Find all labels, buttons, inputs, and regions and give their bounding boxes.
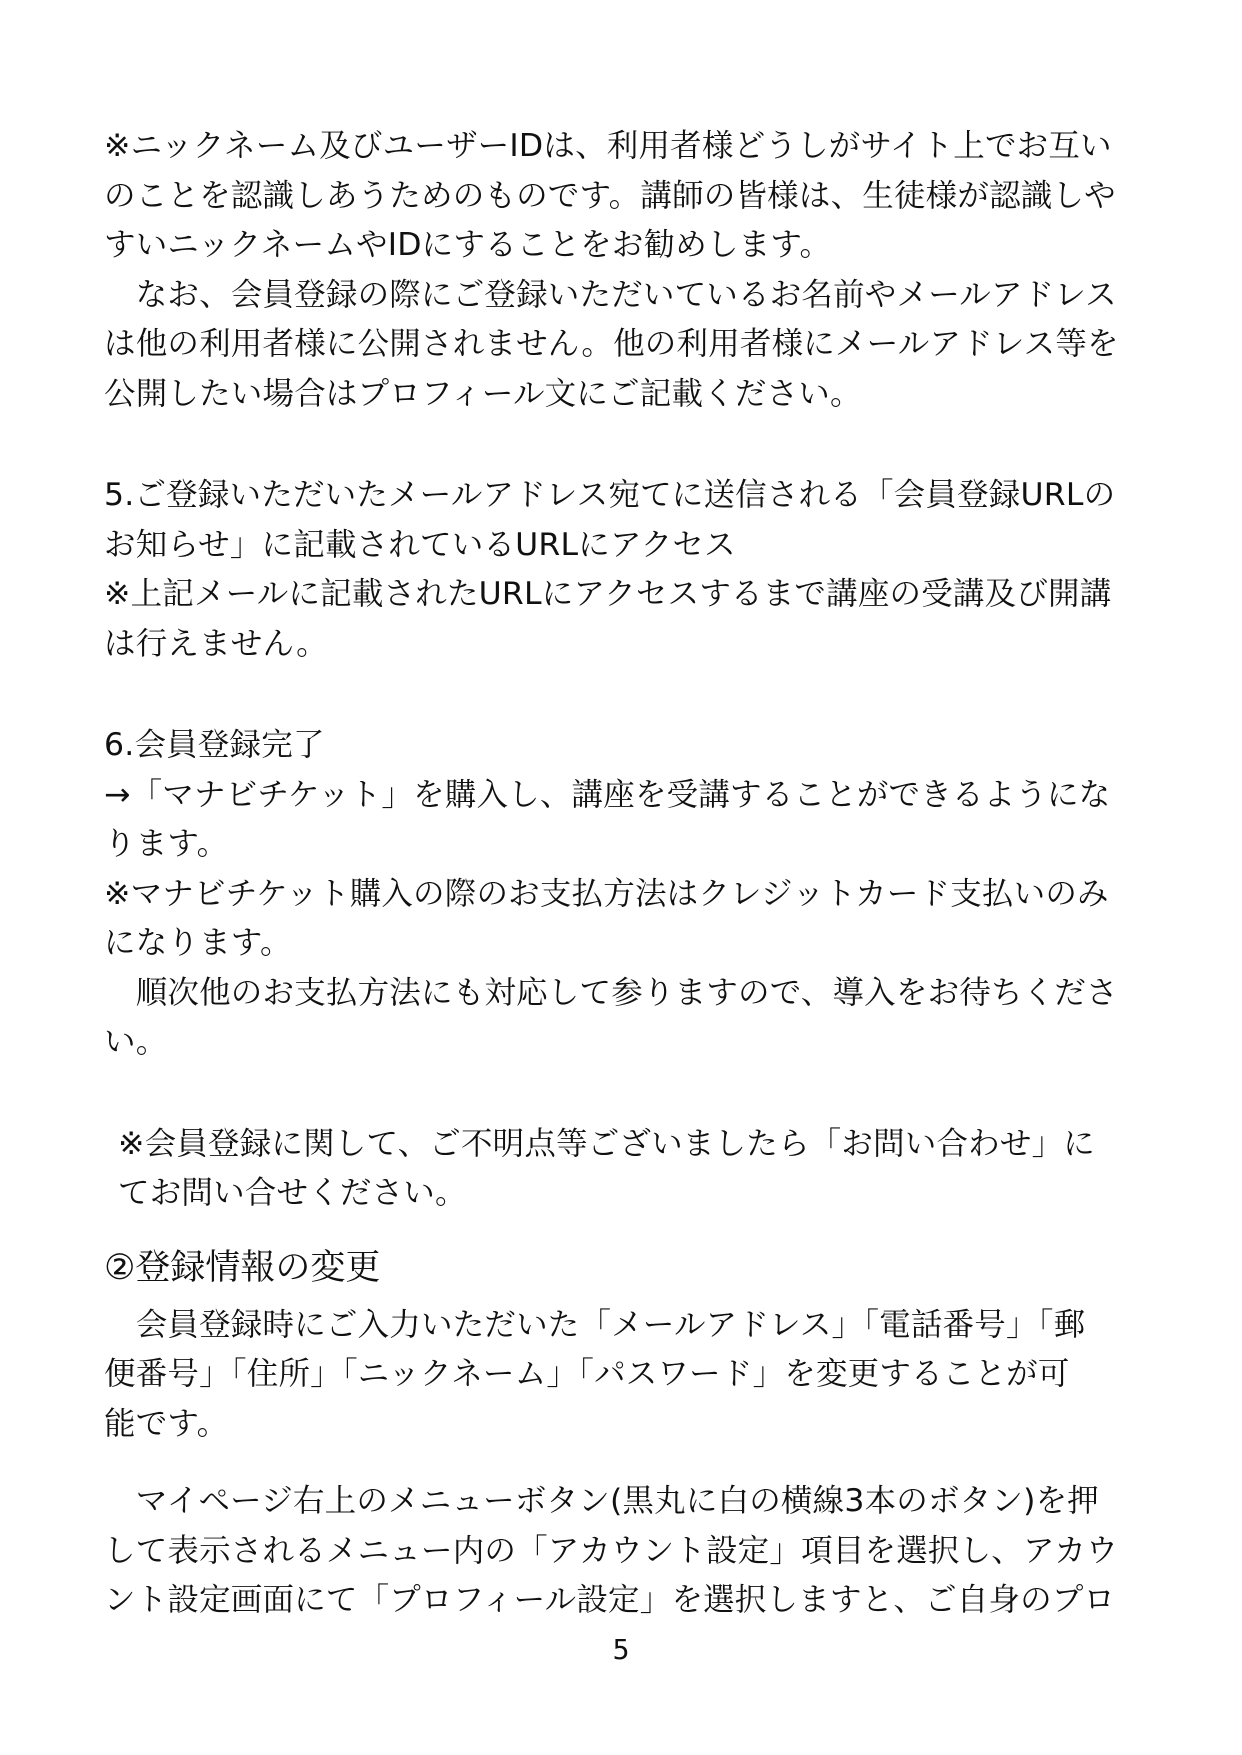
section-heading: ②登録情報の変更 [104, 1247, 381, 1288]
page-number: 5 [612, 1633, 630, 1666]
text-line: 6.会員登録完了 [104, 727, 325, 763]
text-line: ※上記メールに記載されたURLにアクセスするまで講座の受講及び開講 [104, 576, 1112, 612]
document-body [104, 122, 1164, 1626]
text-line: ント設定画面にて「プロフィール設定」を選択しますと、ご自身のプロ [104, 1582, 1116, 1618]
text-line: 便番号」「住所」「ニックネーム」「パスワード」を変更することが可 [104, 1356, 1070, 1392]
text-line: マイページ右上のメニューボタン(黒丸に白の横線3本のボタン)を押 [104, 1483, 1099, 1519]
text-line: ります。 [104, 826, 229, 862]
text-line: 能です。 [104, 1405, 229, 1442]
text-line: 会員登録時にご入力いただいた「メールアドレス」「電話番号」「郵 [104, 1306, 1086, 1343]
section-body-paragraph-2 [104, 1477, 1164, 1626]
step-5-paragraph [104, 471, 1164, 669]
spacer [104, 669, 1164, 721]
text-line: になります。 [104, 925, 292, 961]
text-line: して表示されるメニュー内の「アカウント設定」項目を選択し、アカウ [104, 1532, 1118, 1569]
text-line: 5.ご登録いただいたメールアドレス宛てに送信される「会員登録URLの [104, 477, 1116, 513]
spacer [104, 1068, 1164, 1120]
text-line: お知らせ」に記載されているURLにアクセス [104, 526, 736, 563]
section-body-paragraph-1 [104, 1301, 1164, 1450]
text-line: ※マナビチケット購入の際のお支払方法はクレジットカード支払いのみ [104, 875, 1109, 912]
text-line: は行えません。 [104, 625, 328, 662]
text-line: い。 [104, 1024, 168, 1060]
text-line: 順次他のお支払方法にも対応して参りますので、導入をお待ちくださ [104, 974, 1118, 1011]
text-line: は他の利用者様に公開されません。他の利用者様にメールアドレス等を [104, 326, 1119, 362]
nickname-note-paragraph [104, 122, 1164, 419]
inquiry-note [104, 1120, 1164, 1219]
text-line: なお、会員登録の際にご登録いただいているお名前やメールアドレス [104, 276, 1117, 313]
text-line: のことを認識しあうためのものです。講師の皆様は、生徒様が認識しや [104, 177, 1116, 214]
text-line: てお問い合せください。 [118, 1175, 467, 1211]
spacer [104, 419, 1164, 471]
step-6-paragraph [104, 721, 1164, 1068]
text-line: ※会員登録に関して、ご不明点等ございましたら「お問い合わせ」に [118, 1125, 1095, 1162]
text-line: ※ニックネーム及びユーザーIDは、利用者様どうしがサイト上でお互い [104, 128, 1112, 164]
text-line: すいニックネームやIDにすることをお勧めします。 [104, 227, 832, 263]
text-line: →「マナビチケット」を購入し、講座を受講することができるようにな [104, 776, 1111, 813]
text-line: 公開したい場合はプロフィール文にご記載ください。 [104, 375, 862, 412]
spacer [104, 1449, 1164, 1477]
